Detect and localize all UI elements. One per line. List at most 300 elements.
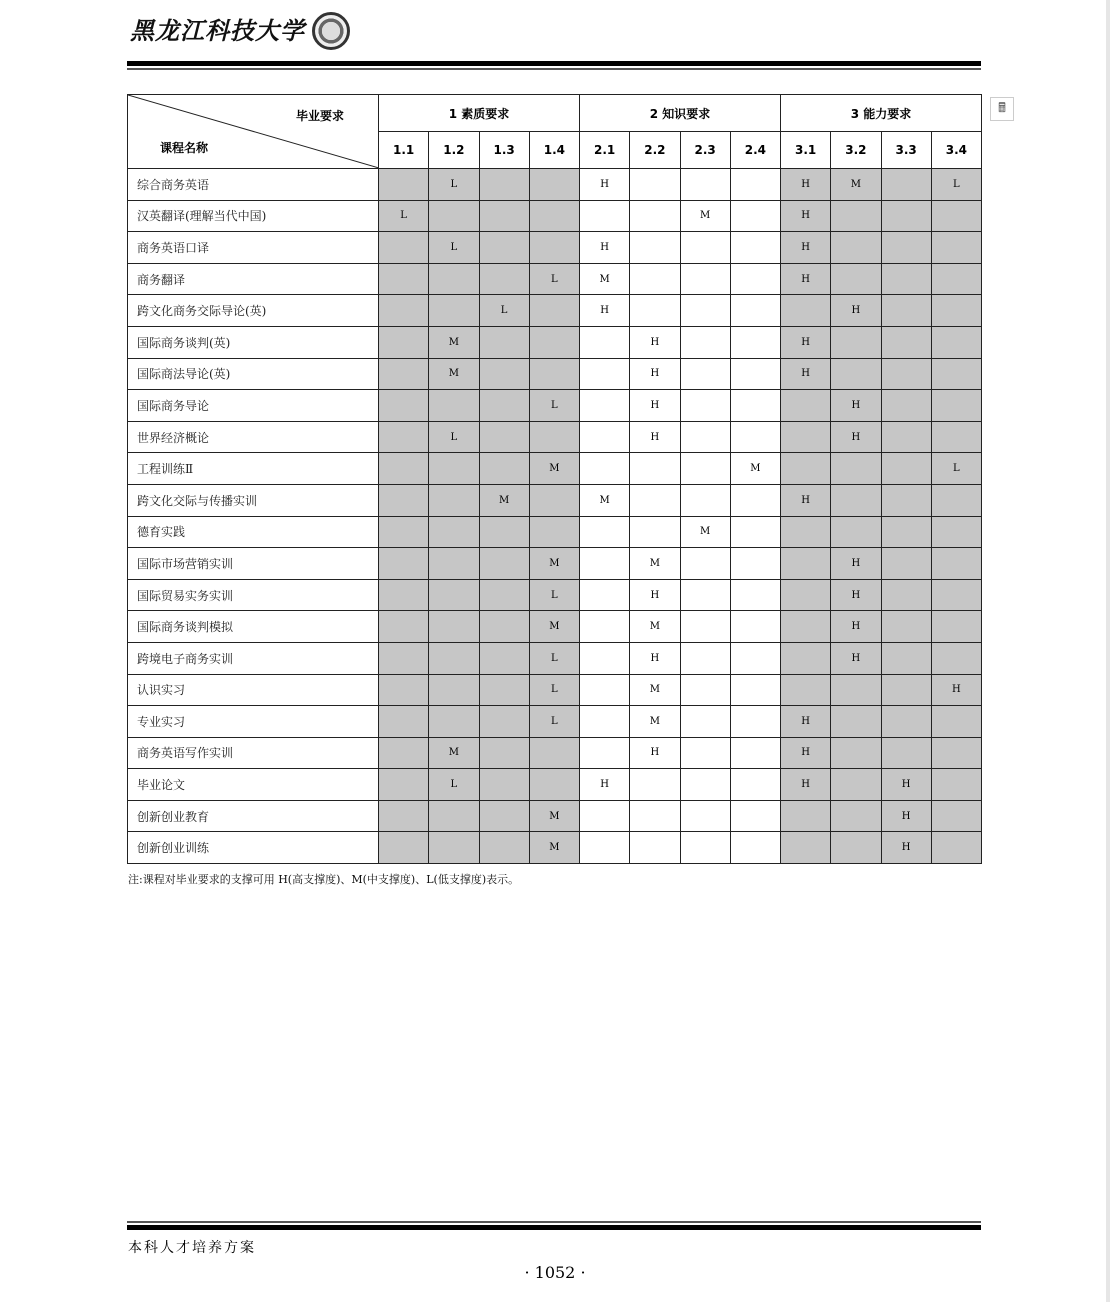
support-cell: M [630,548,680,580]
support-cell: L [429,232,479,264]
table-row [128,326,982,358]
support-cell [831,737,881,769]
course-name: 创新创业教育 [128,800,379,832]
support-cell: H [881,769,931,801]
support-cell: M [529,611,579,643]
support-cell [529,484,579,516]
support-cell: H [580,295,630,327]
course-name: 国际商务导论 [128,390,379,422]
table-row [128,800,982,832]
column-header: 1.2 [429,132,479,169]
support-cell [831,453,881,485]
support-cell: M [429,737,479,769]
table-row [128,611,982,643]
support-cell [580,390,630,422]
support-cell: H [781,737,831,769]
support-cell [730,169,780,201]
support-cell [680,642,730,674]
support-cell [831,232,881,264]
course-name: 国际商法导论(英) [128,358,379,390]
support-cell [781,548,831,580]
table-row [128,832,982,864]
support-cell [680,358,730,390]
support-cell: H [831,611,881,643]
support-cell [680,706,730,738]
support-cell [529,769,579,801]
support-cell [429,390,479,422]
calculator-icon[interactable]: 🖩 [990,97,1014,121]
support-cell [931,579,981,611]
support-cell [379,548,429,580]
group-header: 3 能力要求 [781,95,982,132]
support-cell: M [630,674,680,706]
support-cell [429,516,479,548]
support-cell [831,769,881,801]
support-cell [881,295,931,327]
support-cell [379,800,429,832]
support-cell [379,326,429,358]
support-cell [831,263,881,295]
course-name: 跨境电子商务实训 [128,642,379,674]
support-cell [680,579,730,611]
support-cell [730,232,780,264]
column-header: 1.4 [529,132,579,169]
support-cell [580,516,630,548]
support-cell: H [781,232,831,264]
support-cell [479,548,529,580]
footer-rule-thin [127,1221,981,1223]
support-cell [730,611,780,643]
support-cell [680,295,730,327]
support-cell: H [630,642,680,674]
support-cell [379,484,429,516]
support-cell [931,642,981,674]
support-cell [730,706,780,738]
support-cell [429,800,479,832]
group-header: 2 知识要求 [580,95,781,132]
support-cell: L [429,169,479,201]
support-cell [931,484,981,516]
column-header: 2.4 [730,132,780,169]
column-header: 1.3 [479,132,529,169]
support-cell [379,263,429,295]
support-cell: H [580,232,630,264]
support-cell [479,769,529,801]
support-cell [630,169,680,201]
course-name: 商务英语口译 [128,232,379,264]
support-cell [781,516,831,548]
support-cell [881,232,931,264]
support-cell [429,611,479,643]
support-cell: L [931,169,981,201]
support-cell [831,326,881,358]
table-row [128,200,982,232]
support-cell [881,642,931,674]
support-cell [680,453,730,485]
support-cell [529,516,579,548]
support-cell [630,484,680,516]
table-row [128,548,982,580]
support-cell [429,832,479,864]
support-cell [479,674,529,706]
support-cell [680,674,730,706]
column-header: 3.2 [831,132,881,169]
support-cell [781,453,831,485]
support-cell [881,484,931,516]
support-cell: L [529,579,579,611]
support-cell [881,611,931,643]
support-cell: H [831,295,881,327]
university-logo: 黑龙江科技大学 [130,16,305,45]
support-cell [730,832,780,864]
support-cell [680,800,730,832]
header-rule-thin [127,68,981,70]
support-cell [931,295,981,327]
support-cell: L [529,674,579,706]
support-cell [831,674,881,706]
table-row [128,232,982,264]
support-cell [479,516,529,548]
curriculum-matrix-table [127,94,982,864]
support-cell [931,263,981,295]
support-cell [680,232,730,264]
support-cell: H [630,737,680,769]
support-cell [429,484,479,516]
support-cell [580,674,630,706]
university-seal-icon [312,12,350,50]
support-cell [630,263,680,295]
support-cell [479,611,529,643]
support-cell [379,706,429,738]
support-cell [529,200,579,232]
support-cell: H [781,769,831,801]
table-row [128,358,982,390]
course-name: 商务英语写作实训 [128,737,379,769]
support-cell: L [379,200,429,232]
support-cell: H [630,358,680,390]
support-cell: M [429,358,479,390]
course-name: 国际贸易实务实训 [128,579,379,611]
course-name: 认识实习 [128,674,379,706]
support-cell [781,611,831,643]
support-cell [379,642,429,674]
support-cell: H [831,642,881,674]
support-cell: H [781,706,831,738]
support-cell: L [529,263,579,295]
support-cell [680,611,730,643]
support-cell [680,832,730,864]
support-cell [730,800,780,832]
support-cell [730,484,780,516]
support-cell: H [781,263,831,295]
support-cell [730,326,780,358]
support-cell: H [630,579,680,611]
support-cell [680,484,730,516]
support-cell [379,832,429,864]
support-cell [379,169,429,201]
support-cell [379,232,429,264]
support-cell: L [529,706,579,738]
support-cell [429,200,479,232]
support-cell [931,706,981,738]
support-cell [529,421,579,453]
group-header: 1 素质要求 [379,95,580,132]
support-cell: M [630,611,680,643]
support-cell [730,390,780,422]
column-header: 1.1 [379,132,429,169]
support-cell [931,832,981,864]
support-cell: H [781,200,831,232]
table-row [128,516,982,548]
support-cell [580,421,630,453]
support-cell [680,548,730,580]
course-name: 汉英翻译(理解当代中国) [128,200,379,232]
column-header: 2.2 [630,132,680,169]
course-name: 国际市场营销实训 [128,548,379,580]
support-cell [831,706,881,738]
support-cell [881,421,931,453]
course-name: 世界经济概论 [128,421,379,453]
support-cell: H [580,169,630,201]
support-cell [529,295,579,327]
support-cell [881,548,931,580]
support-cell: M [429,326,479,358]
support-cell [931,800,981,832]
support-cell [379,295,429,327]
course-name: 创新创业训练 [128,832,379,864]
table-row [128,769,982,801]
support-cell [580,579,630,611]
support-cell [680,169,730,201]
support-cell [680,326,730,358]
support-cell [630,769,680,801]
support-cell [831,800,881,832]
support-cell [479,800,529,832]
support-cell [881,263,931,295]
support-cell: M [630,706,680,738]
course-name: 跨文化商务交际导论(英) [128,295,379,327]
table-row [128,263,982,295]
support-cell [931,516,981,548]
support-cell [730,263,780,295]
column-header: 2.1 [580,132,630,169]
support-cell: H [881,832,931,864]
course-name: 专业实习 [128,706,379,738]
support-cell [680,769,730,801]
support-cell [379,516,429,548]
course-name: 德育实践 [128,516,379,548]
course-name: 毕业论文 [128,769,379,801]
support-cell: M [529,832,579,864]
support-cell [379,390,429,422]
support-cell: M [580,484,630,516]
table-row [128,421,982,453]
support-cell: M [529,800,579,832]
column-header: 3.1 [781,132,831,169]
support-cell [429,706,479,738]
support-cell [881,200,931,232]
support-cell [529,326,579,358]
support-cell [931,200,981,232]
support-cell [479,832,529,864]
support-cell: M [680,516,730,548]
support-cell [479,706,529,738]
support-cell [529,169,579,201]
support-cell: H [831,579,881,611]
column-header: 2.3 [680,132,730,169]
support-cell [931,769,981,801]
table-row [128,295,982,327]
support-cell [580,800,630,832]
support-cell: M [580,263,630,295]
support-cell [831,516,881,548]
support-cell [931,232,981,264]
course-name: 国际商务谈判(英) [128,326,379,358]
table-row [128,674,982,706]
support-cell [881,390,931,422]
support-cell [781,295,831,327]
support-cell: H [831,421,881,453]
support-cell [781,421,831,453]
table-row [128,579,982,611]
support-cell: L [529,642,579,674]
support-cell: M [529,453,579,485]
support-cell [781,642,831,674]
support-cell [429,295,479,327]
support-cell: H [781,358,831,390]
corner-header [128,95,379,169]
course-name: 国际商务谈判模拟 [128,611,379,643]
support-cell: H [630,326,680,358]
support-cell [630,295,680,327]
support-cell [580,706,630,738]
column-header: 3.3 [881,132,931,169]
support-cell [580,737,630,769]
support-cell [479,642,529,674]
course-name: 工程训练Ⅱ [128,453,379,485]
support-cell [479,579,529,611]
support-cell [479,326,529,358]
support-cell [479,737,529,769]
table-row [128,642,982,674]
support-cell [429,674,479,706]
support-cell [730,769,780,801]
support-cell: H [831,390,881,422]
support-cell [479,421,529,453]
support-cell [680,421,730,453]
support-cell [379,769,429,801]
support-cell: H [781,484,831,516]
support-cell [831,484,881,516]
support-cell: M [529,548,579,580]
support-cell [730,421,780,453]
support-cell [831,200,881,232]
support-cell [931,358,981,390]
support-cell [429,453,479,485]
support-cell [379,674,429,706]
support-cell [831,358,881,390]
support-cell [630,200,680,232]
support-cell [931,421,981,453]
support-cell [881,579,931,611]
footer-title: 本科人才培养方案 [128,1240,256,1256]
support-cell [429,642,479,674]
footer-rule [127,1225,981,1230]
support-cell: H [630,390,680,422]
support-cell [881,453,931,485]
support-cell [580,642,630,674]
support-cell [630,453,680,485]
support-cell [680,390,730,422]
support-cell [881,516,931,548]
support-cell [479,390,529,422]
support-cell [580,611,630,643]
support-cell: H [831,548,881,580]
course-name: 跨文化交际与传播实训 [128,484,379,516]
support-cell [931,326,981,358]
support-cell [730,516,780,548]
support-cell [730,737,780,769]
support-cell: L [479,295,529,327]
support-cell: H [630,421,680,453]
support-cell [931,737,981,769]
support-cell [580,453,630,485]
support-cell [730,674,780,706]
support-cell: L [529,390,579,422]
page-number: · 1052 · [524,1263,586,1282]
support-cell: L [429,421,479,453]
support-cell: L [429,769,479,801]
support-cell [881,358,931,390]
support-cell: H [931,674,981,706]
support-cell [580,832,630,864]
support-cell [730,358,780,390]
support-cell [931,611,981,643]
support-cell: M [730,453,780,485]
support-cell [630,516,680,548]
support-cell [730,295,780,327]
support-cell [429,548,479,580]
support-cell [781,832,831,864]
support-cell [881,737,931,769]
support-cell: L [931,453,981,485]
header-rule [127,61,981,66]
support-cell [379,421,429,453]
support-cell [730,579,780,611]
support-cell: M [479,484,529,516]
support-cell: H [580,769,630,801]
support-cell [479,453,529,485]
table-row [128,737,982,769]
support-cell [379,358,429,390]
support-cell [630,832,680,864]
support-cell [730,642,780,674]
support-cell [680,263,730,295]
support-cell [881,169,931,201]
course-name: 商务翻译 [128,263,379,295]
support-cell [781,579,831,611]
table-row [128,453,982,485]
support-cell [479,358,529,390]
support-cell [781,800,831,832]
support-cell [379,579,429,611]
support-cell [730,200,780,232]
support-cell [881,326,931,358]
support-cell [730,548,780,580]
support-cell [479,200,529,232]
support-cell [580,548,630,580]
table-row [128,169,982,201]
